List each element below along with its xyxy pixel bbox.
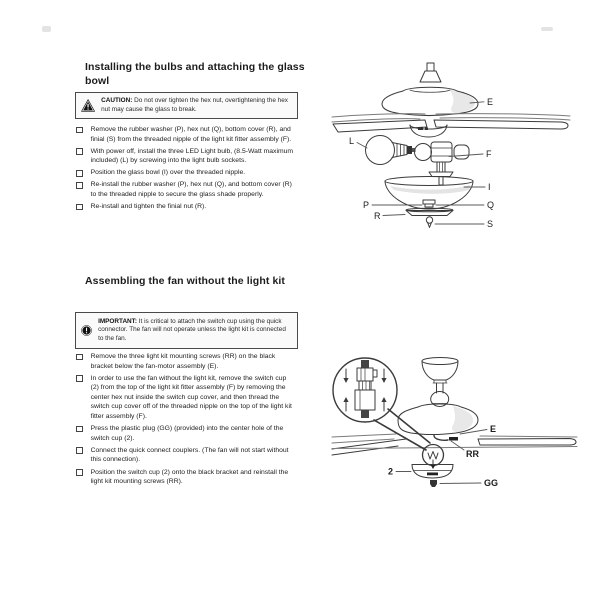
step-text: Re-install the rubber washer (P), hex nut (Q), and bottom cover (R) to the threaded nipple to secure the glass shade properly. [90, 181, 292, 199]
label-washer-P: P [363, 200, 370, 210]
checkbox-bullet [76, 354, 83, 361]
checkbox-bullet [76, 182, 83, 189]
checkbox-bullet [76, 447, 83, 454]
step-item [75, 374, 307, 422]
caution-box [75, 92, 298, 119]
label-motor-assembly-E: E [490, 424, 497, 434]
important-box [75, 312, 298, 349]
step-text: Position the glass bowl (I) over the threaded nipple. [90, 169, 246, 177]
step-item [75, 147, 300, 166]
checkbox-bullet [76, 127, 83, 134]
label-hex-nut-Q: Q [487, 200, 495, 210]
checkbox-bullet [76, 375, 83, 382]
step-item [75, 125, 300, 144]
step-text: Connect the quick connect couplers. (The fan will not start without this connection). [90, 446, 289, 464]
label-motor-assembly-E: E [487, 97, 494, 107]
step-text: Remove the rubber washer (P), hex nut (Q), bottom cover (R), and finial (S) from the threaded nipple of the light kit fitter assembly (F). [90, 126, 292, 143]
section1-title: Installing the bulbs and attaching the glass bowl [85, 61, 305, 87]
label-bulb-L: L [349, 136, 355, 146]
warning-triangle-icon [81, 96, 95, 115]
important-label: IMPORTANT: [98, 317, 137, 325]
label-bottom-cover-R: R [374, 211, 381, 221]
checkbox-bullet [76, 148, 83, 155]
important-text: IMPORTANT: It is critical to attach the switch cup using the quick connector. The fan will not operate unless the light kit is connected to the fan. [98, 317, 286, 342]
step-text: With power off, install the three LED Light bulb, (8.5-Watt maximum included) (L) by screwing into the light bulb sockets. [90, 147, 294, 165]
quick-connector-zoom-circle [333, 358, 397, 422]
checkbox-bullet [76, 426, 83, 433]
step-text: Re-install and tighten the finial nut (R). [90, 203, 207, 211]
step-item [75, 180, 300, 199]
section1-steps [75, 125, 300, 214]
diagram-top-labels [349, 97, 494, 229]
step-item [75, 468, 307, 487]
step-item [75, 202, 300, 212]
caution-text: CAUTION: Do not over tighten the hex nut, overtightening the hex nut may cause the glass to break. [101, 96, 288, 113]
step-text: In order to use the fan without the light kit, remove the switch cup (2) from the top of the light kit fitter assembly (F) by removing the center hex nut inside the switch cup cover, and then thread the switch cup cover off of the threaded nipple on the top of the light kit fitter assembly (F). [90, 374, 292, 421]
page-scan-artifact-right [541, 27, 553, 31]
step-item [75, 168, 300, 178]
fan-artwork [332, 358, 577, 488]
label-glass-bowl-I: I [488, 182, 491, 192]
fan-without-light-kit-diagram [330, 350, 600, 510]
section2-steps [75, 352, 307, 489]
label-finial-S: S [487, 219, 494, 229]
step-text: Remove the three light kit mounting screws (RR) on the black bracket below the fan-motor assembly (E). [90, 353, 276, 370]
important-circle-icon [81, 319, 92, 342]
checkbox-bullet [76, 469, 83, 476]
step-item [75, 424, 307, 443]
label-plastic-plug-GG: GG [484, 478, 499, 488]
step-item [75, 446, 307, 465]
checkbox-bullet [76, 204, 83, 211]
caution-label: CAUTION: [101, 96, 133, 104]
page-scan-artifact-left [42, 26, 51, 32]
step-item [75, 352, 307, 371]
step-text: Press the plastic plug (GG) (provided) into the center hole of the switch cup (2). [90, 425, 284, 442]
label-mounting-screws-RR: RR [466, 449, 479, 459]
section2-title: Assembling the fan without the light kit [85, 275, 285, 287]
label-fitter-F: F [486, 149, 492, 159]
label-switch-cup-2: 2 [388, 466, 394, 477]
checkbox-bullet [76, 170, 83, 177]
light-kit-exploded-diagram [330, 60, 600, 240]
step-text: Position the switch cup (2) onto the black bracket and reinstall the light kit mounting screws (RR). [90, 468, 289, 486]
